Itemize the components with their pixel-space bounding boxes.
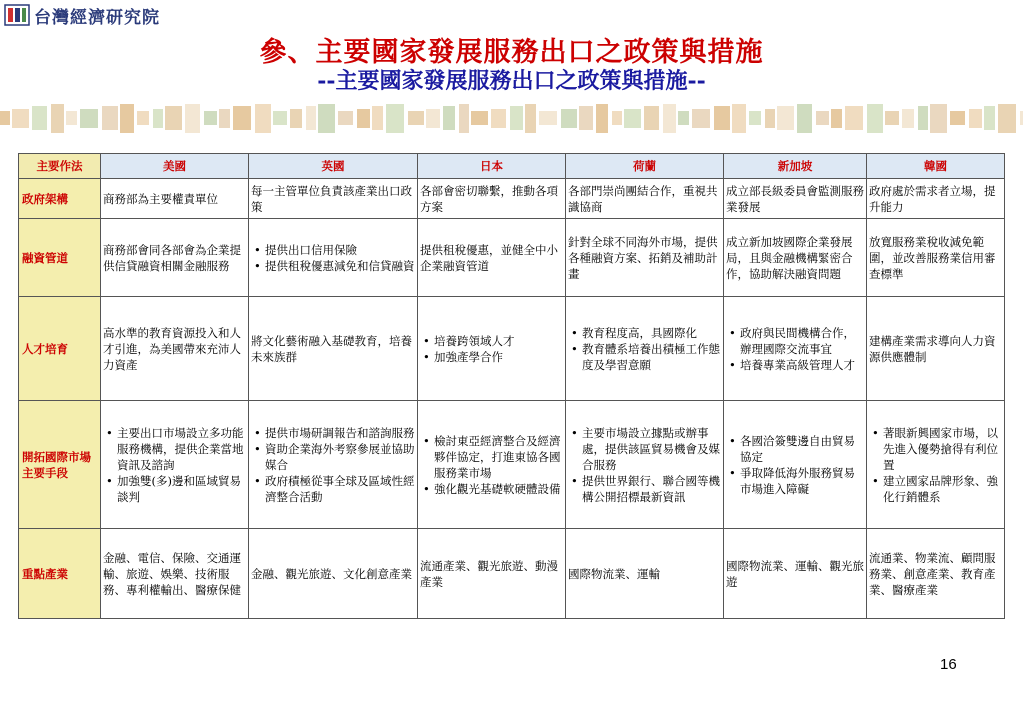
stripe-block: [579, 106, 593, 130]
table-row: [19, 179, 1005, 219]
row-header: 融資管道: [19, 219, 101, 297]
stripe-block: [491, 109, 506, 128]
bullet-list: [726, 433, 864, 497]
logo-text: 台灣經濟研究院: [34, 7, 160, 28]
stripe-block: [644, 106, 659, 130]
stripe-block: [510, 106, 523, 130]
stripe-block: [596, 104, 608, 133]
stripe-block: [255, 104, 271, 133]
table-cell: 各部會密切聯繫，推動各項方案: [418, 179, 566, 219]
table-cell: [724, 297, 867, 401]
bullet-item: • 強化觀光基礎軟硬體設備: [434, 481, 563, 497]
stripe-block: [831, 109, 842, 128]
stripe-block: [930, 104, 947, 133]
stripe-block: [426, 109, 440, 128]
table-header-row: [19, 154, 1005, 179]
table-cell: 流通業、物業流、顧問服務業、創意產業、教育產業、醫療產業: [867, 529, 1005, 619]
stripe-block: [624, 109, 641, 128]
stripe-block: [539, 111, 557, 125]
logo-mark-icon: [4, 3, 30, 27]
stripe-block: [165, 106, 182, 130]
bullet-list: [869, 425, 1002, 505]
stripe-block: [80, 109, 98, 128]
stripe-block: [443, 106, 455, 130]
stripe-block: [51, 104, 64, 133]
stripe-block: [678, 111, 689, 125]
table-cell: [249, 219, 418, 297]
table-cell: 高水準的教育資源投入和人才引進，為美國帶來充沛人力資產: [101, 297, 249, 401]
row-header: 開拓國際市場主要手段: [19, 401, 101, 529]
bullet-item: • 加強產學合作: [434, 349, 563, 365]
bullet-item: • 檢討東亞經濟整合及經濟夥伴協定，打進東協各國服務業市場: [434, 433, 563, 481]
stripe-block: [318, 104, 335, 133]
stripe-block: [663, 104, 676, 133]
corner-header: 主要作法: [19, 154, 101, 179]
table-cell: [867, 401, 1005, 529]
bullet-item: • 著眼新興國家市場，以先進入優勢搶得有利位置: [883, 425, 1002, 473]
stripe-block: [969, 109, 982, 128]
stripe-block: [153, 109, 163, 128]
row-header: 重點產業: [19, 529, 101, 619]
table-cell: 成立部長級委員會監測服務業發展: [724, 179, 867, 219]
table-cell: 金融、觀光旅遊、文化創意產業: [249, 529, 418, 619]
table-cell: [724, 401, 867, 529]
bullet-item: • 培養專業高級管理人才: [740, 357, 864, 373]
bullet-item: • 主要市場設立據點或辦事處，提供該區貿易機會及媒合服務: [582, 425, 721, 473]
table-row: [19, 297, 1005, 401]
logo: [4, 2, 160, 28]
stripe-block: [66, 111, 77, 125]
stripe-block: [102, 106, 118, 130]
table-cell: 各部門崇尚團結合作，重視共識協商: [566, 179, 724, 219]
stripe-block: [233, 106, 251, 130]
table-row: [19, 529, 1005, 619]
table-cell: 將文化藝術融入基礎教育，培養未來族群: [249, 297, 418, 401]
decorative-stripe: [0, 100, 1023, 136]
bullet-item: • 培養跨領域人才: [434, 333, 563, 349]
stripe-block: [372, 106, 383, 130]
stripe-block: [765, 109, 775, 128]
stripe-block: [732, 104, 746, 133]
stripe-block: [459, 104, 469, 133]
stripe-block: [386, 104, 404, 133]
bullet-list: [568, 325, 721, 373]
table-cell: [418, 297, 566, 401]
table-row: [19, 219, 1005, 297]
bullet-item: • 資助企業海外考察參展並協助媒合: [265, 441, 415, 473]
stripe-block: [219, 109, 230, 128]
table-cell: [566, 401, 724, 529]
table-cell: [249, 401, 418, 529]
table-row: [19, 401, 1005, 529]
stripe-block: [714, 106, 730, 130]
bullet-list: [103, 425, 246, 505]
stripe-block: [918, 106, 928, 130]
bullet-item: • 教育程度高，具國際化: [582, 325, 721, 341]
table-cell: 提供租稅優惠，並健全中小企業融資管道: [418, 219, 566, 297]
stripe-block: [525, 104, 536, 133]
stripe-block: [338, 111, 353, 125]
stripe-block: [137, 111, 149, 125]
stripe-block: [885, 111, 899, 125]
stripe-block: [185, 104, 200, 133]
column-header: 荷蘭: [566, 154, 724, 179]
table-cell: 金融、電信、保險、交通運輸、旅遊、娛樂、技術服務、專利權輸出、醫療保健: [101, 529, 249, 619]
table-cell: [418, 401, 566, 529]
policy-table: [18, 153, 1005, 619]
stripe-block: [845, 106, 863, 130]
bullet-item: • 提供世界銀行、聯合國等機構公開招標最新資訊: [582, 473, 721, 505]
table-cell: 國際物流業、運輸、觀光旅遊: [724, 529, 867, 619]
stripe-block: [950, 111, 965, 125]
stripe-block: [984, 106, 995, 130]
column-header: 新加坡: [724, 154, 867, 179]
bullet-item: • 政府積極從事全球及區域性經濟整合活動: [265, 473, 415, 505]
stripe-block: [777, 106, 794, 130]
row-header: 人才培育: [19, 297, 101, 401]
table-cell: 每一主管單位負責該產業出口政策: [249, 179, 418, 219]
bullet-item: • 爭取降低海外服務貿易市場進入障礙: [740, 465, 864, 497]
row-header: 政府架構: [19, 179, 101, 219]
stripe-block: [749, 111, 761, 125]
table-cell: 政府處於需求者立場，提升能力: [867, 179, 1005, 219]
column-header: 韓國: [867, 154, 1005, 179]
stripe-block: [357, 109, 370, 128]
bullet-item: • 提供市場研調報告和諮詢服務: [265, 425, 415, 441]
bullet-item: • 提供出口信用保險: [265, 242, 415, 258]
table-cell: [101, 401, 249, 529]
table-cell: 流通產業、觀光旅遊、動漫產業: [418, 529, 566, 619]
bullet-item: • 教育體系培養出積極工作態度及學習意願: [582, 341, 721, 373]
table-cell: 成立新加坡國際企業發展局，且與金融機構緊密合作，協助解決融資問題: [724, 219, 867, 297]
stripe-block: [816, 111, 829, 125]
page-number: 16: [940, 656, 957, 673]
table-cell: 國際物流業、運輸: [566, 529, 724, 619]
stripe-block: [867, 104, 883, 133]
bullet-list: [251, 425, 415, 505]
bullet-item: • 加強雙(多)邊和區域貿易談判: [117, 473, 246, 505]
stripe-block: [797, 104, 812, 133]
stripe-block: [290, 109, 302, 128]
stripe-block: [408, 111, 424, 125]
page-subtitle: --主要國家發展服務出口之政策與措施--: [317, 68, 706, 94]
bullet-item: • 建立國家品牌形象、強化行銷體系: [883, 473, 1002, 505]
bullet-item: • 政府與民間機構合作，辦理國際交流事宜: [740, 325, 864, 357]
bullet-item: • 提供租稅優惠減免和信貸融資: [265, 258, 415, 274]
stripe-block: [120, 104, 134, 133]
column-header: 日本: [418, 154, 566, 179]
table-cell: 建構產業需求導向人力資源供應體制: [867, 297, 1005, 401]
stripe-block: [561, 109, 577, 128]
stripe-block: [471, 111, 488, 125]
stripe-block: [0, 111, 10, 125]
table-cell: [566, 297, 724, 401]
bullet-list: [251, 242, 415, 274]
stripe-block: [204, 111, 217, 125]
table-cell: 放寬服務業稅收減免範圍，並改善服務業信用審查標準: [867, 219, 1005, 297]
bullet-item: • 主要出口市場設立多功能服務機構，提供企業當地資訊及諮詢: [117, 425, 246, 473]
column-header: 美國: [101, 154, 249, 179]
table-cell: 商務部為主要權責單位: [101, 179, 249, 219]
stripe-block: [692, 109, 710, 128]
column-header: 英國: [249, 154, 418, 179]
stripe-block: [12, 109, 29, 128]
page-title: 參、主要國家發展服務出口之政策與措施: [259, 37, 764, 68]
stripe-block: [612, 111, 622, 125]
stripe-block: [998, 104, 1016, 133]
bullet-item: • 各國洽簽雙邊自由貿易協定: [740, 433, 864, 465]
bullet-list: [420, 333, 563, 365]
stripe-block: [306, 106, 316, 130]
stripe-block: [32, 106, 47, 130]
table-cell: 針對全球不同海外市場，提供各種融資方案、拓銷及補助計畫: [566, 219, 724, 297]
stripe-block: [902, 109, 914, 128]
bullet-list: [420, 433, 563, 497]
bullet-list: [726, 325, 864, 373]
bullet-list: [568, 425, 721, 505]
stripe-block: [273, 111, 287, 125]
table-cell: 商務部會同各部會為企業提供信貸融資相關金融服務: [101, 219, 249, 297]
